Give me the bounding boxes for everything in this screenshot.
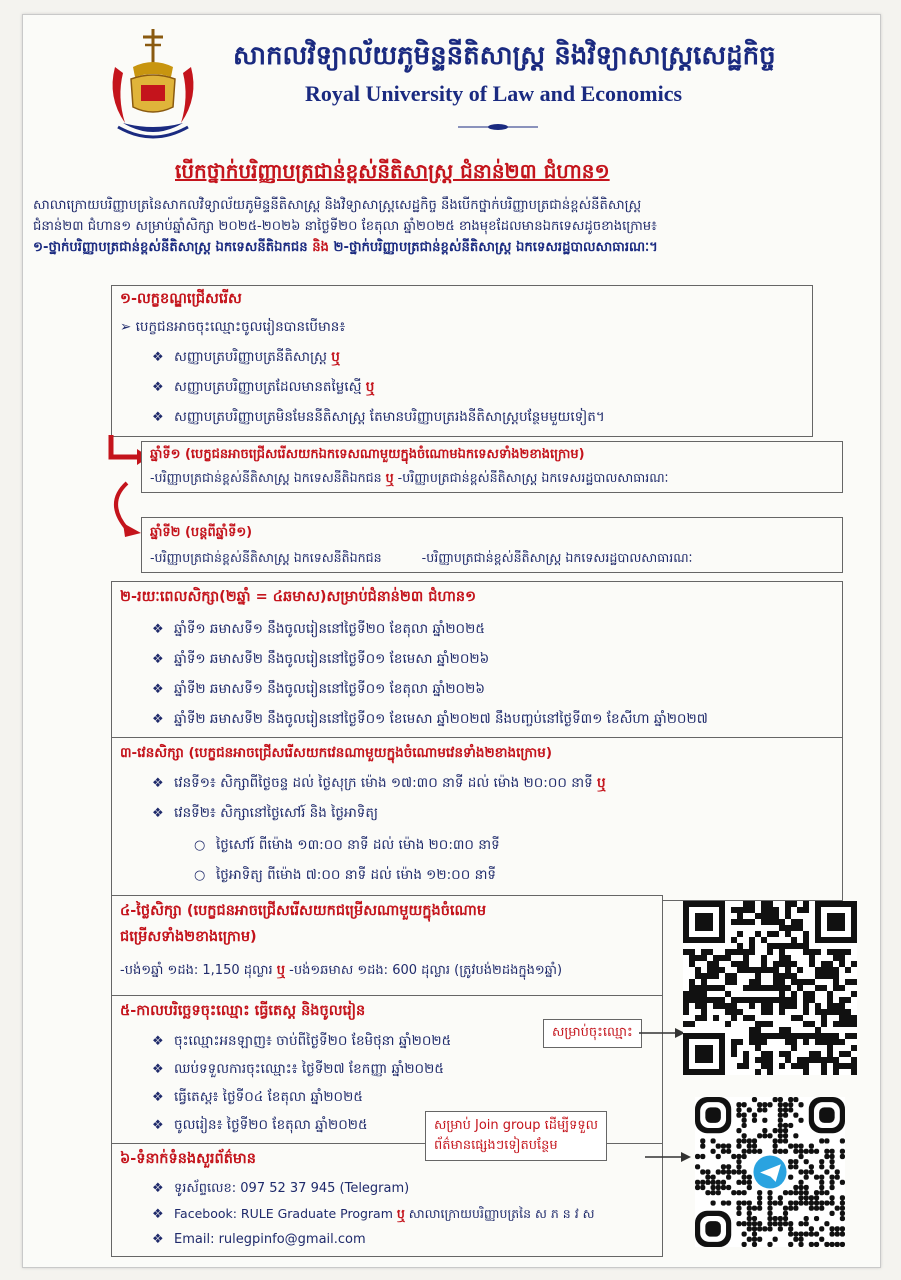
join-group-note-line-1: សម្រាប់ Join group ដើម្បីទទួល [434, 1118, 599, 1133]
section-tuition [111, 895, 663, 997]
contact-phone [152, 1180, 409, 1199]
intro-program-1: ១-ថ្នាក់បរិញ្ញាបត្រជាន់ខ្ពស់នីតិសាស្ត្រ ឯកទេសនីតិឯកជន [33, 240, 313, 255]
year-1-options [150, 470, 669, 489]
year-1-box [141, 441, 843, 493]
option-private-law: -បរិញ្ញាបត្រជាន់ខ្ពស់នីតិសាស្ត្រ ឯកទេសនីតិឯកជន [150, 470, 386, 485]
section-duration [111, 581, 843, 743]
diamond-bullet-icon: ❖ [152, 1118, 164, 1133]
or-label: ឬ [365, 379, 375, 395]
list-item-text: សញ្ញាបត្របរិញ្ញាបត្រមិនមែននីតិសាស្ត្រ តែមានបរិញ្ញាបត្ររងនីតិសាស្ត្របន្ថែមមួយទៀត។ [174, 409, 605, 425]
section-4-title-line-2: ជម្រើសទាំង២ខាងក្រោម) [120, 929, 257, 945]
phone-text: ទូរស័ព្ទលេខ: 097 52 37 945 (Telegram) [174, 1181, 410, 1196]
diamond-bullet-icon: ❖ [152, 410, 164, 425]
intro-paragraph [33, 195, 873, 258]
ornament-divider [458, 123, 538, 131]
list-item [152, 650, 489, 670]
sub-list-item [194, 836, 500, 856]
arrow-icon [645, 1149, 691, 1165]
list-item-text: ឈប់ទទួលការចុះឈ្មោះ៖ ថ្ងៃទី២៧ ខែកញ្ញា ឆ្នាំ២០២៥ [174, 1061, 444, 1077]
email-text: Email: rulegpinfo@gmail.com [174, 1232, 366, 1247]
section-6-title: ៦-ទំនាក់ទំនងសួរព័ត៌មាន [120, 1151, 256, 1167]
fee-semester: -បង់១ឆមាស ១ដង: 600 ដុល្លារ (ត្រូវបង់២ដងក្នុង១ឆ្នាំ) [285, 963, 563, 978]
circle-bullet-icon: ○ [194, 838, 206, 853]
option-public-admin: -បរិញ្ញាបត្រជាន់ខ្ពស់នីតិសាស្ត្រ ឯកទេសរដ្ឋបាលសាធារណៈ [421, 550, 693, 565]
diamond-bullet-icon: ❖ [152, 1062, 164, 1077]
facebook-text: Facebook: RULE Graduate Program [174, 1206, 397, 1221]
section-2-title: ២-រយៈពេលសិក្សា(២ឆ្នាំ = ៤ឆមាស)សម្រាប់ជំនាន់២៣ ជំហាន១ [120, 589, 477, 605]
list-item [152, 408, 605, 428]
option-private-law: -បរិញ្ញាបត្រជាន់ខ្ពស់នីតិសាស្ត្រ ឯកទេសនីតិឯកជន [150, 550, 382, 565]
or-label: ឬ [596, 775, 606, 791]
option-public-admin: -បរិញ្ញាបត្រជាន់ខ្ពស់នីតិសាស្ត្រ ឯកទេសរដ្ឋបាលសាធារណៈ [393, 470, 669, 485]
list-item-text: ចុះឈ្មោះអនឡាញ៖ ចាប់ពីថ្ងៃទី២០ ខែមិថុនា ឆ្នាំ២០២៥ [174, 1033, 452, 1049]
university-crest-icon [103, 27, 203, 145]
year-2-title: ឆ្នាំទី២ (បន្តពីឆ្នាំទី១) [150, 525, 253, 540]
list-item-text: ឆ្នាំទី២ ឆមាសទី២ នឹងចូលរៀននៅថ្ងៃទី០១ ខែមេសា ឆ្នាំ២០២៧ នឹងបញ្ចប់នៅថ្ងៃទី៣១ ខែសីហា ឆ្នាំ២០២៧ [174, 711, 708, 727]
flyer-page [22, 14, 881, 1268]
diamond-bullet-icon: ❖ [152, 380, 164, 395]
year-1-title: ឆ្នាំទី១ (បេក្ខជនអាចជ្រើសរើសយកឯកទេសណាមួយក្នុងចំណោមឯកទេសទាំង២ខាងក្រោម) [150, 447, 585, 462]
contact-facebook [152, 1206, 595, 1225]
intro-line-1: សាលាក្រោយបរិញ្ញាបត្រនៃសាកលវិទ្យាល័យភូមិន្ទនីតិសាស្ត្រ និងវិទ្យាសាស្ត្រសេដ្ឋកិច្ច នឹងបើកថ្នាក់បរិញ្ញាបត្រជាន់ខ្ពស់នីតិសាស្ត្រ [33, 198, 642, 213]
university-name-english: Royal University of Law and Economics [305, 81, 683, 106]
list-item-text: ឆ្នាំទី១ ឆមាសទី២ នឹងចូលរៀននៅថ្ងៃទី០១ ខែមេសា ឆ្នាំ២០២៦ [174, 651, 490, 667]
list-item [152, 710, 708, 730]
section-1-title: ១-លក្ខខណ្ឌជ្រើសរើស [120, 291, 242, 307]
diamond-bullet-icon: ❖ [152, 806, 164, 821]
list-item [152, 348, 340, 368]
diamond-bullet-icon: ❖ [152, 1090, 164, 1105]
circle-bullet-icon: ○ [194, 868, 206, 883]
join-group-note-line-2: ព័ត៌មានផ្សេងៗទៀតបន្ថែម [434, 1138, 558, 1153]
section-eligibility [111, 285, 813, 437]
section-5-title: ៥-កាលបរិច្ឆេទចុះឈ្មោះ ធ្វើតេស្ត និងចូលរៀន [120, 1003, 366, 1019]
list-item [152, 378, 374, 398]
diamond-bullet-icon: ❖ [152, 776, 164, 791]
list-item-text: ឆ្នាំទី១ ឆមាសទី១ នឹងចូលរៀននៅថ្ងៃទី២០ ខែតុលា ឆ្នាំ២០២៥ [174, 621, 485, 637]
list-item-text: វេនទី២៖ សិក្សានៅថ្ងៃសៅរ៍ និង ថ្ងៃអាទិត្យ [174, 805, 378, 821]
intro-program-2: ២-ថ្នាក់បរិញ្ញាបត្រជាន់ខ្ពស់នីតិសាស្ត្រ ឯកទេសរដ្ឋបាលសាធារណៈ។ [328, 240, 658, 255]
list-item [152, 774, 606, 794]
list-item-text: សញ្ញាបត្របរិញ្ញាបត្រដែលមានតម្លៃស្មើ [174, 379, 366, 395]
headline: បើកថ្នាក់បរិញ្ញាបត្រជាន់ខ្ពស់នីតិសាស្ត្រ ជំនាន់២៣ ជំហាន១ [175, 159, 610, 183]
or-label: ឬ [276, 963, 286, 978]
or-label: ឬ [385, 470, 394, 485]
diamond-bullet-icon: ❖ [152, 1232, 164, 1247]
list-item-text: ធ្វើតេស្ត៖ ថ្ងៃទី០៤ ខែតុលា ឆ្នាំ២០២៥ [174, 1089, 363, 1105]
section-1-lead-text: បេក្ខជនអាចចុះឈ្មោះចូលរៀនបានបើមាន៖ [135, 319, 346, 335]
facebook-alt-text: សាលាក្រោយបរិញ្ញាបត្រនៃ ស ភ ន វ ស [404, 1206, 595, 1221]
join-group-note [425, 1111, 607, 1161]
diamond-bullet-icon: ❖ [152, 712, 164, 727]
section-1-lead [120, 318, 345, 338]
list-item [152, 1088, 363, 1108]
list-item-text: ឆ្នាំទី២ ឆមាសទី១ នឹងចូលរៀននៅថ្ងៃទី០១ ខែតុលា ឆ្នាំ២០២៦ [174, 681, 485, 697]
or-label: ឬ [396, 1206, 405, 1221]
year-2-box [141, 517, 843, 573]
intro-line-2: ជំនាន់២៣ ជំហាន១ សម្រាប់ឆ្នាំសិក្សា ២០២៥-២០២៦ នាថ្ងៃទី២០ ខែតុលា ឆ្នាំ២០២៥ ខាងមុខដែលមានឯកទេសដូចខាងក្រោម៖ [33, 219, 657, 234]
qr-code-icon[interactable] [695, 1097, 845, 1247]
diamond-bullet-icon: ❖ [152, 1181, 164, 1196]
list-item [152, 1060, 444, 1080]
arrow-icon [639, 1025, 685, 1041]
list-item-text: ថ្ងៃសៅរ៍ ពីម៉ោង ១៣:០០ នាទី ដល់ ម៉ោង ២០:៣០ នាទី [216, 837, 500, 853]
list-item [152, 804, 378, 824]
diamond-bullet-icon: ❖ [152, 652, 164, 667]
fee-annual: -បង់១ឆ្នាំ ១ដង: 1,150 ដុល្លារ [120, 963, 277, 978]
list-item [152, 1032, 451, 1052]
diamond-bullet-icon: ❖ [152, 1034, 164, 1049]
contact-email [152, 1232, 366, 1247]
diamond-bullet-icon: ❖ [152, 682, 164, 697]
section-4-title-line-1: ៤-ថ្លៃសិក្សា (បេក្ខជនអាចជ្រើសរើសយកជម្រើសណាមួយក្នុងចំណោម [120, 903, 487, 919]
list-item-text: សញ្ញាបត្របរិញ្ញាបត្រនីតិសាស្ត្រ [174, 349, 332, 365]
section-3-title: ៣-វេនសិក្សា (បេក្ខជនអាចជ្រើសរើសយកវេនណាមួយក្នុងចំណោមវេនទាំង២ខាងក្រោម) [120, 745, 552, 761]
sub-list-item [194, 866, 496, 886]
register-note: សម្រាប់ចុះឈ្មោះ [543, 1019, 642, 1048]
diamond-bullet-icon: ❖ [152, 622, 164, 637]
university-name-khmer: សាកលវិទ្យាល័យភូមិន្ទនីតិសាស្ត្រ និងវិទ្យាសាស្ត្រសេដ្ឋកិច្ច [233, 41, 776, 71]
section-shifts [111, 737, 843, 901]
list-item [152, 680, 485, 700]
or-label: ឬ [331, 349, 340, 365]
year-2-options [150, 550, 693, 569]
tuition-options [120, 962, 562, 981]
list-item [152, 620, 485, 640]
list-item-text: វេនទី១៖ សិក្សាពីថ្ងៃចន្ទ ដល់ ថ្ងៃសុក្រ ម៉ោង ១៧:៣០ នាទី ដល់ ម៉ោង ២០:០០ នាទី [174, 775, 597, 791]
list-item-text: ចូលរៀន៖ ថ្ងៃទី២០ ខែតុលា ឆ្នាំ២០២៥ [174, 1117, 368, 1133]
list-item [152, 1116, 368, 1136]
diamond-bullet-icon: ❖ [152, 1207, 164, 1222]
qr-code-icon[interactable] [683, 901, 857, 1075]
arrow-bullet-icon: ➢ [120, 319, 136, 335]
diamond-bullet-icon: ❖ [152, 350, 164, 365]
intro-line-3 [33, 237, 873, 258]
intro-and: និង [312, 240, 329, 255]
list-item-text: ថ្ងៃអាទិត្យ ពីម៉ោង ៧:០០ នាទី ដល់ ម៉ោង ១២:០០ នាទី [216, 867, 496, 883]
